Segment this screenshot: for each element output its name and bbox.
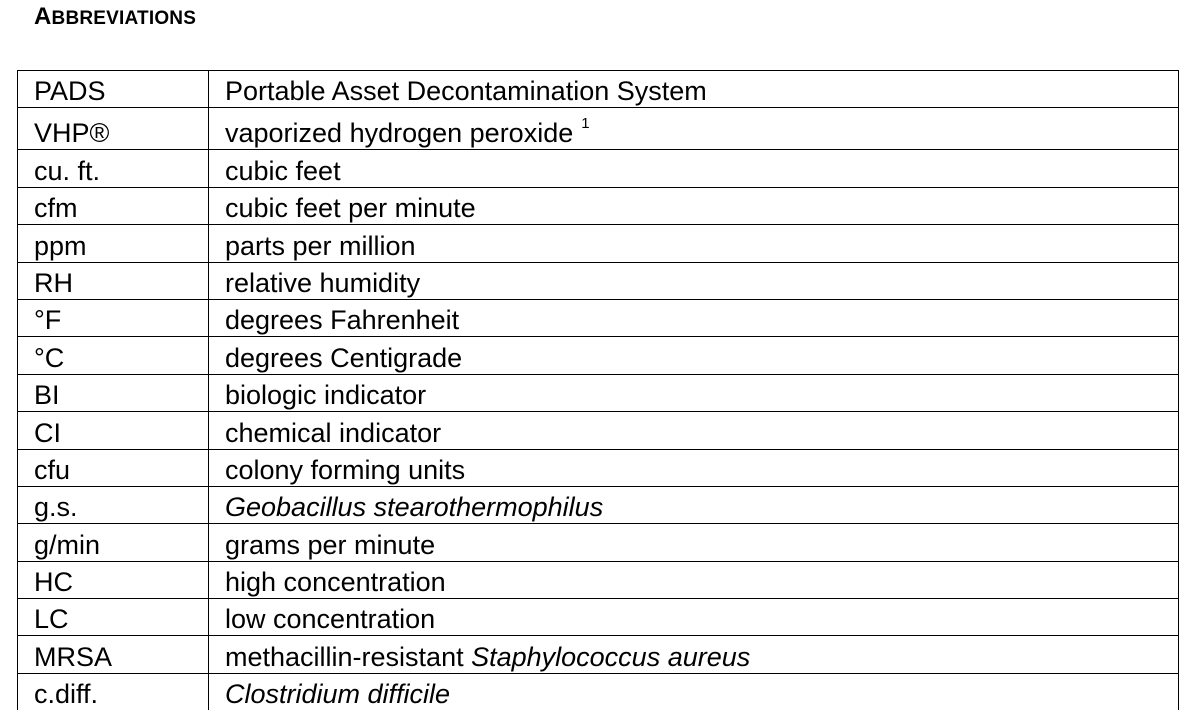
table-row — [18, 337, 1179, 374]
definition-text: cubic feet — [225, 155, 341, 186]
definition-cell — [209, 225, 1179, 262]
table-row — [18, 673, 1179, 710]
definition-text: grams per minute — [225, 529, 436, 560]
table-row — [18, 561, 1179, 598]
definition-text: biologic indicator — [225, 380, 427, 411]
definition-cell — [209, 337, 1179, 374]
definition-cell — [209, 71, 1179, 108]
definition-cell — [209, 599, 1179, 636]
abbreviations-table-body — [18, 71, 1179, 711]
definition-cell — [209, 108, 1179, 150]
definition-text: degrees Centigrade — [225, 342, 463, 373]
definition-italic-text: Staphylococcus aureus — [471, 641, 751, 672]
abbreviation-cell: RH — [18, 262, 209, 299]
definition-text: methacillin-resistant — [225, 641, 472, 672]
definition-cell — [209, 486, 1179, 523]
table-row — [18, 225, 1179, 262]
definition-cell — [209, 561, 1179, 598]
definition-text: colony forming units — [225, 454, 466, 485]
abbreviation-cell: CI — [18, 412, 209, 449]
definition-cell — [209, 524, 1179, 561]
table-row — [18, 412, 1179, 449]
definition-text: chemical indicator — [225, 417, 442, 448]
definition-cell — [209, 636, 1179, 673]
table-row — [18, 299, 1179, 336]
definition-text: low concentration — [225, 604, 436, 635]
heading-rest: BBREVIATIONS — [51, 8, 197, 29]
table-row — [18, 374, 1179, 411]
definition-cell — [209, 299, 1179, 336]
definition-text: high concentration — [225, 567, 446, 598]
abbreviation-cell: BI — [18, 374, 209, 411]
definition-text: Portable Asset Decontamination System — [225, 76, 707, 107]
abbreviation-cell: cu. ft. — [18, 150, 209, 187]
definition-text: parts per million — [225, 230, 416, 261]
definition-cell — [209, 412, 1179, 449]
abbreviation-cell: LC — [18, 599, 209, 636]
abbreviation-cell: g/min — [18, 524, 209, 561]
definition-italic-text: Clostridium difficile — [225, 679, 451, 710]
abbreviation-cell: g.s. — [18, 486, 209, 523]
table-row — [18, 524, 1179, 561]
definition-cell — [209, 673, 1179, 710]
abbreviation-cell: c.diff. — [18, 673, 209, 710]
definition-cell — [209, 449, 1179, 486]
abbreviation-cell: PADS — [18, 71, 209, 108]
table-row — [18, 187, 1179, 224]
definition-text: relative humidity — [225, 267, 421, 298]
heading-first-letter: A — [34, 3, 52, 30]
table-row — [18, 599, 1179, 636]
table-row — [18, 486, 1179, 523]
definition-cell — [209, 374, 1179, 411]
table-row — [18, 449, 1179, 486]
abbreviations-table — [17, 70, 1179, 710]
definition-cell — [209, 262, 1179, 299]
abbreviation-cell: cfu — [18, 449, 209, 486]
table-row — [18, 108, 1179, 150]
definition-italic-text: Geobacillus stearothermophilus — [225, 492, 604, 523]
footnote-marker[interactable]: 1 — [581, 115, 590, 133]
abbreviation-cell: MRSA — [18, 636, 209, 673]
table-row — [18, 262, 1179, 299]
definition-text: vaporized hydrogen peroxide — [225, 118, 574, 149]
abbreviation-cell: °C — [18, 337, 209, 374]
abbreviation-cell: HC — [18, 561, 209, 598]
definition-cell — [209, 187, 1179, 224]
abbreviation-cell: cfm — [18, 187, 209, 224]
table-row — [18, 636, 1179, 673]
abbreviation-cell: VHP® — [18, 108, 209, 150]
table-row — [18, 71, 1179, 108]
definition-text: cubic feet per minute — [225, 193, 476, 224]
definition-text: degrees Fahrenheit — [225, 305, 460, 336]
table-row — [18, 150, 1179, 187]
abbreviation-cell: ppm — [18, 225, 209, 262]
section-heading — [34, 2, 196, 34]
definition-cell — [209, 150, 1179, 187]
abbreviation-cell: °F — [18, 299, 209, 336]
